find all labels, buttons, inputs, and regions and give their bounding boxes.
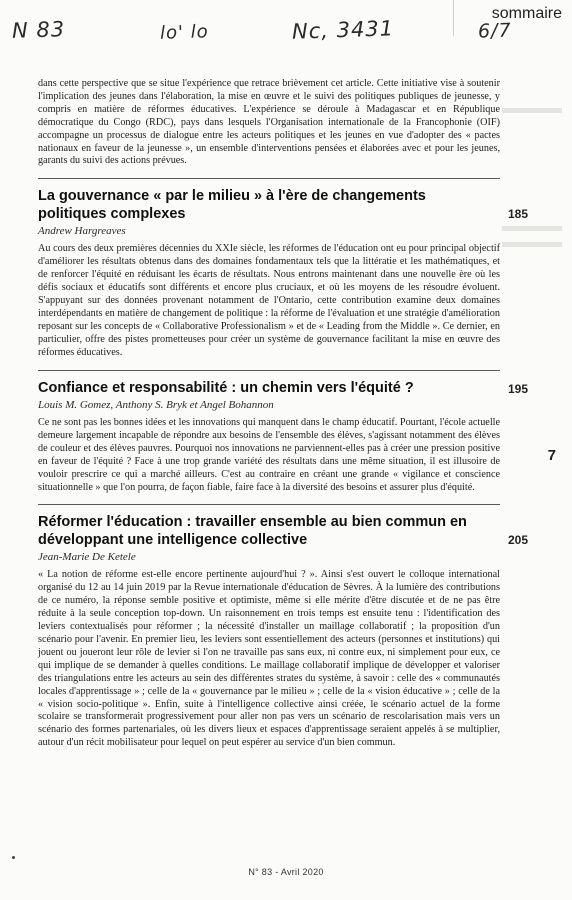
article-page-number: 185 bbox=[508, 207, 529, 222]
show-through-mark bbox=[502, 242, 562, 247]
handwritten-code: 6/7 bbox=[477, 19, 512, 43]
article-page-number: 205 bbox=[508, 533, 529, 548]
article-page-number: 195 bbox=[508, 381, 529, 396]
side-page-number: 7 bbox=[547, 447, 556, 464]
handwritten-note: lo' lo bbox=[159, 21, 210, 44]
article-entry bbox=[38, 370, 529, 495]
article-author: Andrew Hargreaves bbox=[38, 225, 126, 238]
scan-speck bbox=[12, 856, 15, 859]
handwritten-issue-number: N 83 bbox=[11, 17, 66, 43]
intro-paragraph bbox=[38, 78, 500, 168]
article-abstract: « La notion de réforme est-elle encore pertinente aujourd'hui ? ». Ainsi s'est ouvert le colloque international organisé du 12 au 14 juin 2019 par la Revue internationale d'éducation de Sèvres. À la lumière des contributions de ce numéro, la réponse semble positive et optimiste, même si elle mérite d'être discutée et de ne pas être réduite à la seule conception top-down. Un raisonnement en trois temps est ensuite tenu : l'identification des leviers contextualisés pour réformer ; la nécessité d'installer un maillage collaboratif ; la proposition d'un scénario pour l'avenir. En premier lieu, les leviers sont essentiellement des acteurs (personnes et institutions) qui jouent ou joueront leur rôle de levier si l'on ne travaille pas sans eux, ni contre eux, ni simplement pour eux, ce qui implique de se demander à quelles conditions. Le maillage collaboratif implique de développer et valoriser des triangulations entre les acteurs au sein des différentes strates du système, à savoir : celle des « communautés locales d'apprentissage » ; celle de la « gouvernance par le milieu » ; celle de la « vision éducative » ; celle de la « vision socio-politique ». Enfin, suite à l'intelligence collective ainsi créée, le scénario actuel de la forme scolaire se transformerait progressivement pour aller non pas vers un scénario de rescolarisation mais vers un scénario des formes partenariales, où les divers lieux et espaces d'apprentissage seraient appelés à se multiplier, autour d'un récit mobilisateur pour lequel on peut espérer au service d'un bien commun. bbox=[38, 569, 500, 749]
handwritten-reference: Nc, 3431 bbox=[291, 16, 395, 44]
article-title: Confiance et responsabilité : un chemin vers l'équité ? bbox=[38, 379, 414, 396]
intro-text: dans cette perspective que se situe l'expérience que retrace brièvement cet article. Cette initiative vise à soutenir l'implication des jeunes dans l'élaboration, la mise en œuvre et le suivi des politiques publiques de jeunesse, y compris en matière de réformes éducatives. L'expérience se déroule à Madagascar et en République démocratique du Congo (RDC), pays dans lesquels l'Organisation internationale de la Francophonie (OIF) accompagne un processus de dialogue entre les acteurs politiques et les jeunes en vue d'adopter des « pactes nationaux en faveur de la jeunesse », un ensemble d'interventions pensées et élaborées avec et pour les jeunes, garants du suivi des actions prévues. bbox=[38, 78, 500, 167]
article-entry bbox=[38, 504, 529, 750]
page-footer: N° 83 - Avril 2020 bbox=[248, 867, 324, 877]
article-author: Jean-Marie De Ketele bbox=[38, 551, 136, 564]
article-author: Louis M. Gomez, Anthony S. Bryk et Angel Bohannon bbox=[38, 399, 274, 411]
article-abstract: Ce ne sont pas les bonnes idées et les innovations qui manquent dans le champ éducatif. Pourtant, l'école actuelle demeure largement incapable de répondre aux besoins de l'ensemble des élèves, s'agissant notamment des élèves de couleur et des élèves pauvres. Pourquoi nos innovations ne parviennent-elles pas à créer une pression positive en faveur de l'équité ? Face à une trop grande variété des résultats dans une même situation, il est illusoire de vouloir prescrire ce qui a marché ailleurs. C'est au contraire en créant une grande « vigilance et conscience situationnelle » que l'on pourra, de façon fiable, faire face à la diversité des besoins et assurer plus d'équité. bbox=[38, 417, 500, 493]
article-abstract: Au cours des deux premières décennies du XXIe siècle, les réformes de l'éducation ont eu pour principal objectif d'améliorer les résultats obtenus dans des domaines fondamentaux tels que la littératie et les mathématiques, et de renforcer l'équité en réduisant les écarts de résultats. Nous entrons maintenant dans une nouvelle ère où les défis sociaux et éducatifs sont différents et encore plus cruciaux, et où les moyens de les résoudre évoluent. S'appuyant sur des données provenant notamment de l'Ontario, cette contribution examine deux domaines interdépendants en matière de changement de politique : la réforme de l'évaluation et une stratégie d'amélioration reposant sur les concepts de « Collaborative Professionalism » et de « Leading from the Middle ». Ce dernier, en particulier, offre des pistes prometteuses pour créer un système de gouvernance facilitant la mise en œuvre des réformes éducatives. bbox=[38, 243, 500, 358]
article-title: La gouvernance « par le milieu » à l'ère de changements politiques complexes bbox=[38, 188, 426, 222]
show-through-mark bbox=[502, 108, 562, 113]
article-title: Réformer l'éducation : travailler ensemble au bien commun en développant une intelligence collective bbox=[38, 514, 467, 548]
article-list bbox=[38, 78, 529, 750]
sommaire-label: sommaire bbox=[491, 5, 562, 22]
article-entry bbox=[38, 178, 529, 359]
show-through-mark bbox=[502, 226, 562, 231]
